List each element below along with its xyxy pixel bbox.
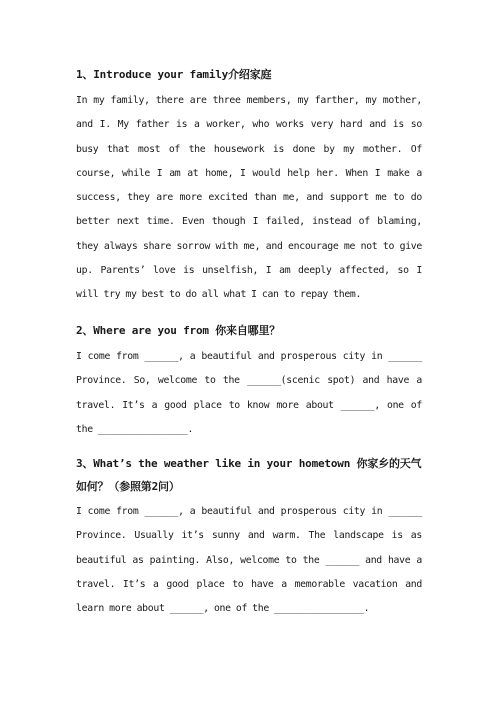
section-body: I come from ______, a beautiful and prosperous city in ______ Province. So, welcome to the ______(scenic spot) and have a travel. It’s a good place to know more about ______, one of the ________________. <box>76 351 422 435</box>
section-introduce-family <box>76 62 422 308</box>
section-body: I come from ______, a beautiful and prosperous city in ______ Province. Usually it’s sunny and warm. The landscape is as beautiful as painting. Also, welcome to the ______ and have a travel. It’s a good place to have a memorable vacation and learn more about ______, one of the ________________. <box>76 506 422 615</box>
section-where-from <box>76 318 422 442</box>
section-body: In my family, there are three members, my farther, my mother, and I. My father is a worker, who works very hard and is so busy that most of the housework is done by my mother. Of course, while I am at home, I would help her. When I make a success, they are more excited than me, and support me to do better next time. Even though I failed, instead of blaming, they always share sorrow with me, and encourage me not to give up. Parents’ love is unselfish, I am deeply affected, so I will try my best to do all what I can to repay them. <box>76 95 422 301</box>
section-heading: 1、Introduce your family介绍家庭 <box>76 68 272 81</box>
section-heading: 3、What’s the weather like in your hometown 你家乡的天气如何？（参照第2问） <box>76 457 422 493</box>
section-weather-hometown <box>76 452 422 621</box>
section-heading: 2、Where are you from 你来自哪里？ <box>76 324 281 337</box>
